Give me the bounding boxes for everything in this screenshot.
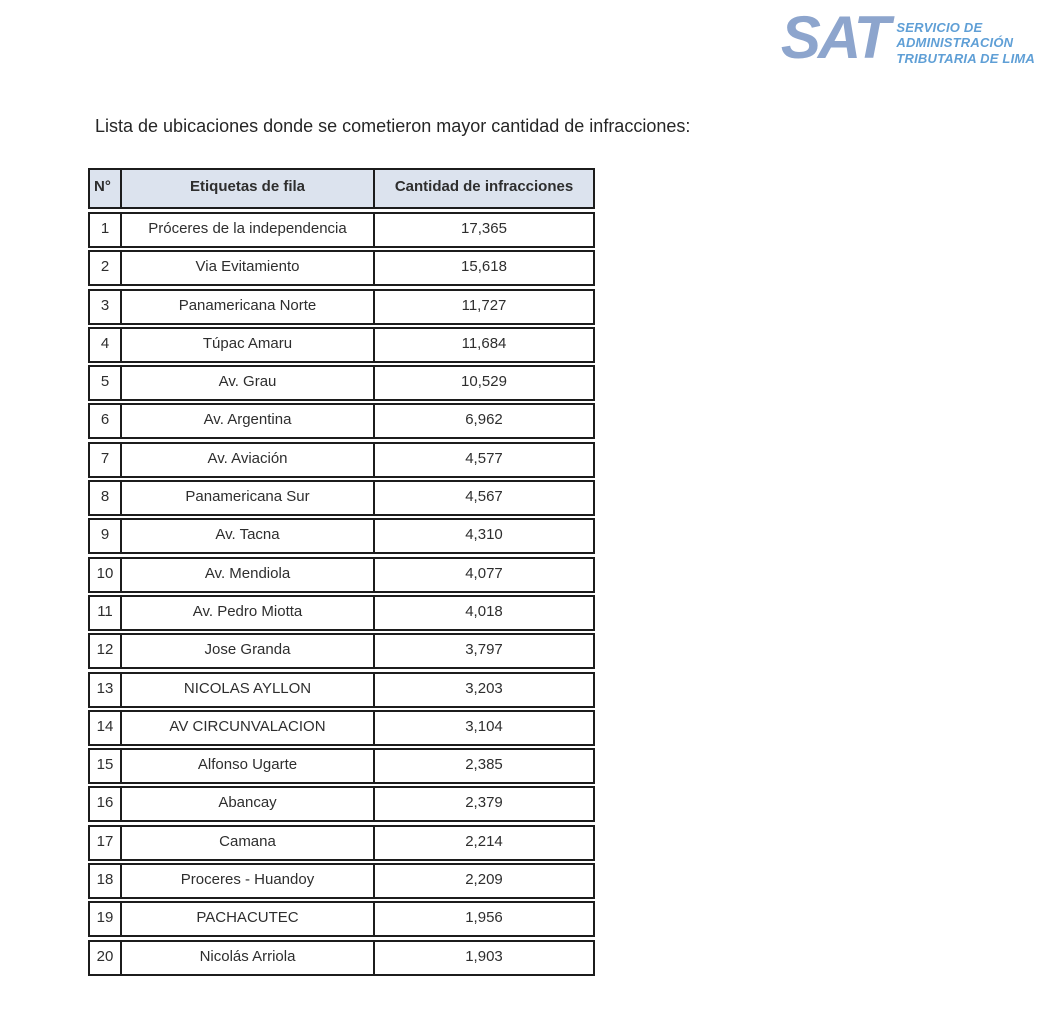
row-location-cell: Av. Argentina <box>122 405 375 437</box>
sat-logo-subtitle-line-1: SERVICIO DE <box>896 20 983 35</box>
table-row <box>88 901 595 937</box>
row-count-cell: 1,956 <box>465 909 503 927</box>
row-count-cell: 1,903 <box>465 947 503 965</box>
table-row <box>88 480 595 516</box>
row-number-cell: 8 <box>90 482 122 514</box>
row-count-cell: 10,529 <box>461 373 507 391</box>
sat-logo-brand: SAT <box>780 4 888 71</box>
table-row <box>88 825 595 861</box>
table-row <box>88 557 595 593</box>
row-location-cell: Panamericana Sur <box>122 482 375 514</box>
row-count-cell: 4,577 <box>465 449 503 467</box>
row-count-cell: 3,104 <box>465 717 503 735</box>
row-location-cell: Abancay <box>122 788 375 820</box>
row-number-cell: 16 <box>90 788 122 820</box>
sat-logo-subtitle <box>896 20 1035 66</box>
table-row <box>88 212 595 248</box>
row-count-cell: 4,310 <box>465 526 503 544</box>
row-location-cell: NICOLAS AYLLON <box>122 674 375 706</box>
row-number-cell: 13 <box>90 674 122 706</box>
row-count-cell: 4,018 <box>465 602 503 620</box>
table-row <box>88 518 595 554</box>
row-number-cell: 6 <box>90 405 122 437</box>
row-location-cell: Jose Granda <box>122 635 375 667</box>
table-row <box>88 289 595 325</box>
table-body <box>88 212 595 976</box>
table-header-row <box>88 168 595 209</box>
page-title: Lista de ubicaciones donde se cometieron mayor cantidad de infracciones: <box>95 116 691 136</box>
sat-logo <box>780 4 1035 71</box>
row-count-cell: 2,379 <box>465 794 503 812</box>
row-location-cell: Av. Aviación <box>122 444 375 476</box>
row-number-cell: 5 <box>90 367 122 399</box>
row-count-cell: 3,797 <box>465 641 503 659</box>
row-number-cell: 11 <box>90 597 122 629</box>
row-number-cell: 1 <box>90 214 122 246</box>
row-count-cell: 17,365 <box>461 220 507 237</box>
row-location-cell: Próceres de la independencia <box>122 214 375 246</box>
row-location-cell: Alfonso Ugarte <box>122 750 375 782</box>
row-number-cell: 14 <box>90 712 122 744</box>
row-number-cell: 15 <box>90 750 122 782</box>
row-number-cell: 19 <box>90 903 122 935</box>
row-location-cell: Av. Grau <box>122 367 375 399</box>
row-count-cell: 4,077 <box>465 564 503 582</box>
header-cell-number: N° <box>90 170 122 207</box>
row-count-cell: 2,209 <box>465 871 503 889</box>
table-row <box>88 748 595 784</box>
row-location-cell: Av. Tacna <box>122 520 375 552</box>
table-row <box>88 595 595 631</box>
sat-logo-subtitle-line-3: TRIBUTARIA DE LIMA <box>896 50 1035 66</box>
table-row <box>88 940 595 976</box>
row-count-cell: 15,618 <box>461 258 507 276</box>
row-count-cell: 4,567 <box>465 488 503 506</box>
table-row <box>88 786 595 822</box>
row-location-cell: Proceres - Huandoy <box>122 865 375 897</box>
row-location-cell: Túpac Amaru <box>122 329 375 361</box>
table-row <box>88 365 595 401</box>
row-number-cell: 9 <box>90 520 122 552</box>
row-number-cell: 20 <box>90 942 122 974</box>
row-location-cell: Panamericana Norte <box>122 291 375 323</box>
table-row <box>88 633 595 669</box>
table-row <box>88 863 595 899</box>
row-number-cell: 3 <box>90 291 122 323</box>
row-number-cell: 18 <box>90 865 122 897</box>
table-row <box>88 327 595 363</box>
row-count-cell: 3,203 <box>465 679 503 697</box>
header-cell-infractions: Cantidad de infracciones <box>394 178 574 195</box>
row-count-cell: 11,727 <box>461 296 507 314</box>
table-row <box>88 672 595 708</box>
row-location-cell: Nicolás Arriola <box>122 942 375 974</box>
row-count-cell: 11,684 <box>461 334 507 352</box>
row-location-cell: Via Evitamiento <box>122 252 375 284</box>
row-location-cell: Av. Mendiola <box>122 559 375 591</box>
row-number-cell: 2 <box>90 252 122 284</box>
row-count-cell: 2,385 <box>465 756 503 774</box>
row-number-cell: 10 <box>90 559 122 591</box>
row-number-cell: 4 <box>90 329 122 361</box>
row-count-cell: 2,214 <box>465 832 503 850</box>
row-location-cell: PACHACUTEC <box>122 903 375 935</box>
sat-logo-subtitle-line-2: ADMINISTRACIÓN <box>896 35 1014 51</box>
row-number-cell: 17 <box>90 827 122 859</box>
table-row <box>88 250 595 286</box>
table-row <box>88 442 595 478</box>
row-number-cell: 12 <box>90 635 122 667</box>
header-cell-location: Etiquetas de fila <box>122 170 375 207</box>
table-row <box>88 710 595 746</box>
infractions-table <box>88 168 595 978</box>
row-number-cell: 7 <box>90 444 122 476</box>
row-location-cell: Camana <box>122 827 375 859</box>
row-count-cell: 6,962 <box>465 411 503 429</box>
table-row <box>88 403 595 439</box>
row-location-cell: Av. Pedro Miotta <box>122 597 375 629</box>
row-location-cell: AV CIRCUNVALACION <box>122 712 375 744</box>
